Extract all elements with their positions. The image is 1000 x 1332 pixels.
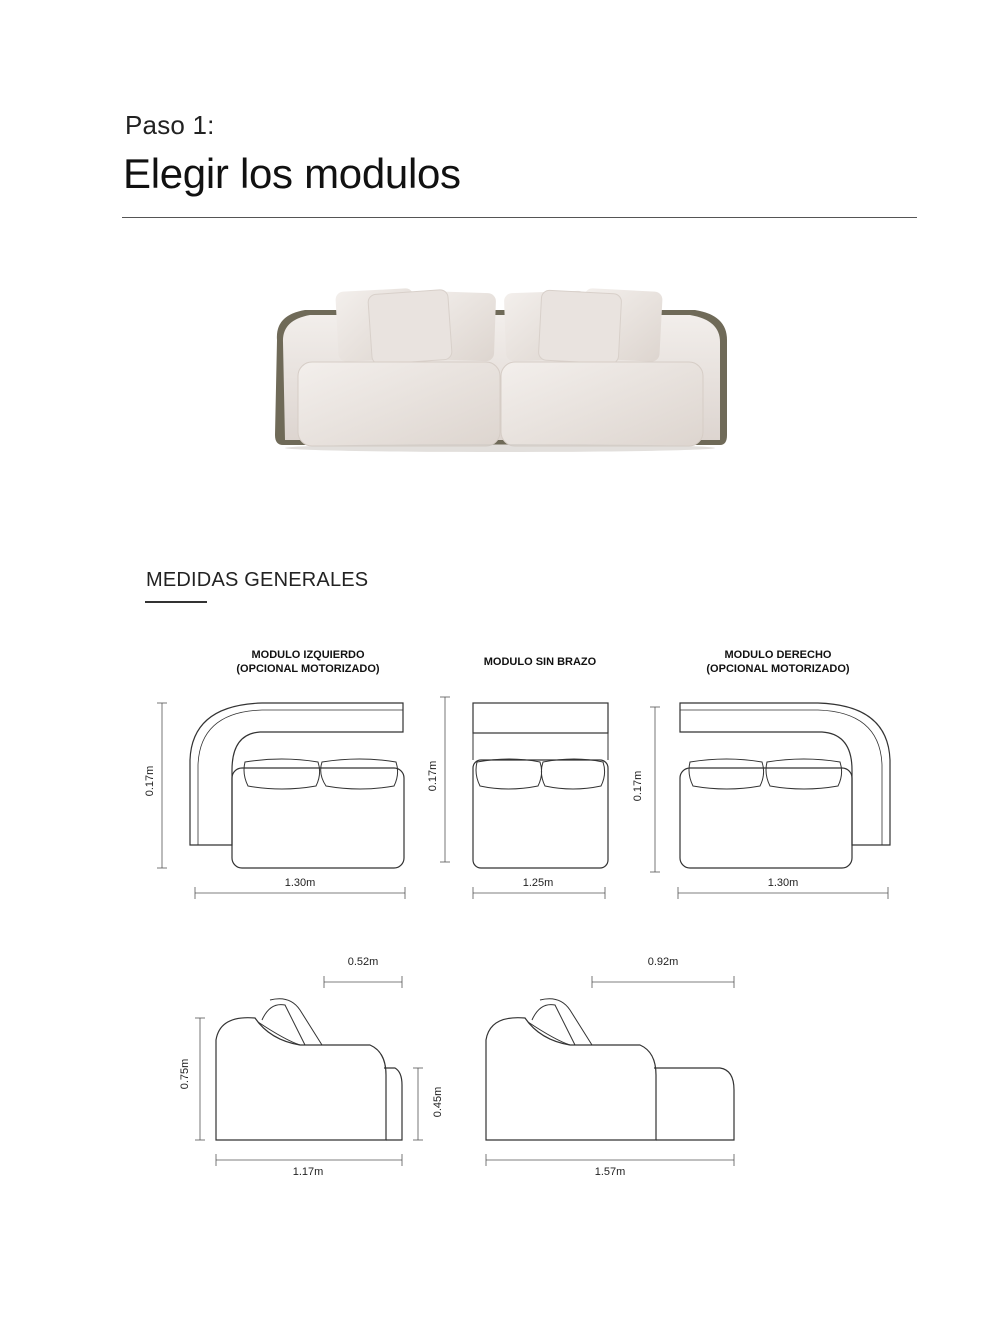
side-view-1-top-dim: 0.52m (347, 956, 379, 968)
page-title: Elegir los modulos (123, 150, 461, 197)
side-view-1-length: 1.17m (292, 1166, 324, 1178)
side-view-1-height: 0.75m (179, 1058, 191, 1090)
armless-module-plan (473, 703, 608, 868)
side-view-2-top-dim: 0.92m (647, 956, 679, 968)
armless-module-depth: 0.17m (427, 760, 439, 792)
armless-module-width: 1.25m (522, 877, 554, 889)
side-view-standard (216, 999, 402, 1140)
right-module-plan (680, 703, 890, 868)
right-module-width: 1.30m (767, 877, 799, 889)
side-view-2-length: 1.57m (594, 1166, 626, 1178)
step-label: Paso 1: (125, 110, 215, 140)
section-title: MEDIDAS GENERALES (146, 569, 369, 591)
right-module-depth: 0.17m (632, 770, 644, 802)
module-right-label: MODULO DERECHO (OPCIONAL MOTORIZADO) (706, 649, 850, 675)
left-module-plan (190, 703, 404, 868)
left-module-width: 1.30m (284, 877, 316, 889)
module-armless-label: MODULO SIN BRAZO (483, 656, 597, 668)
side-view-extended (486, 999, 734, 1140)
side-view-1-seat-height: 0.45m (432, 1086, 444, 1118)
left-module-depth: 0.17m (144, 765, 156, 797)
module-left-label: MODULO IZQUIERDO (OPCIONAL MOTORIZADO) (236, 649, 380, 675)
